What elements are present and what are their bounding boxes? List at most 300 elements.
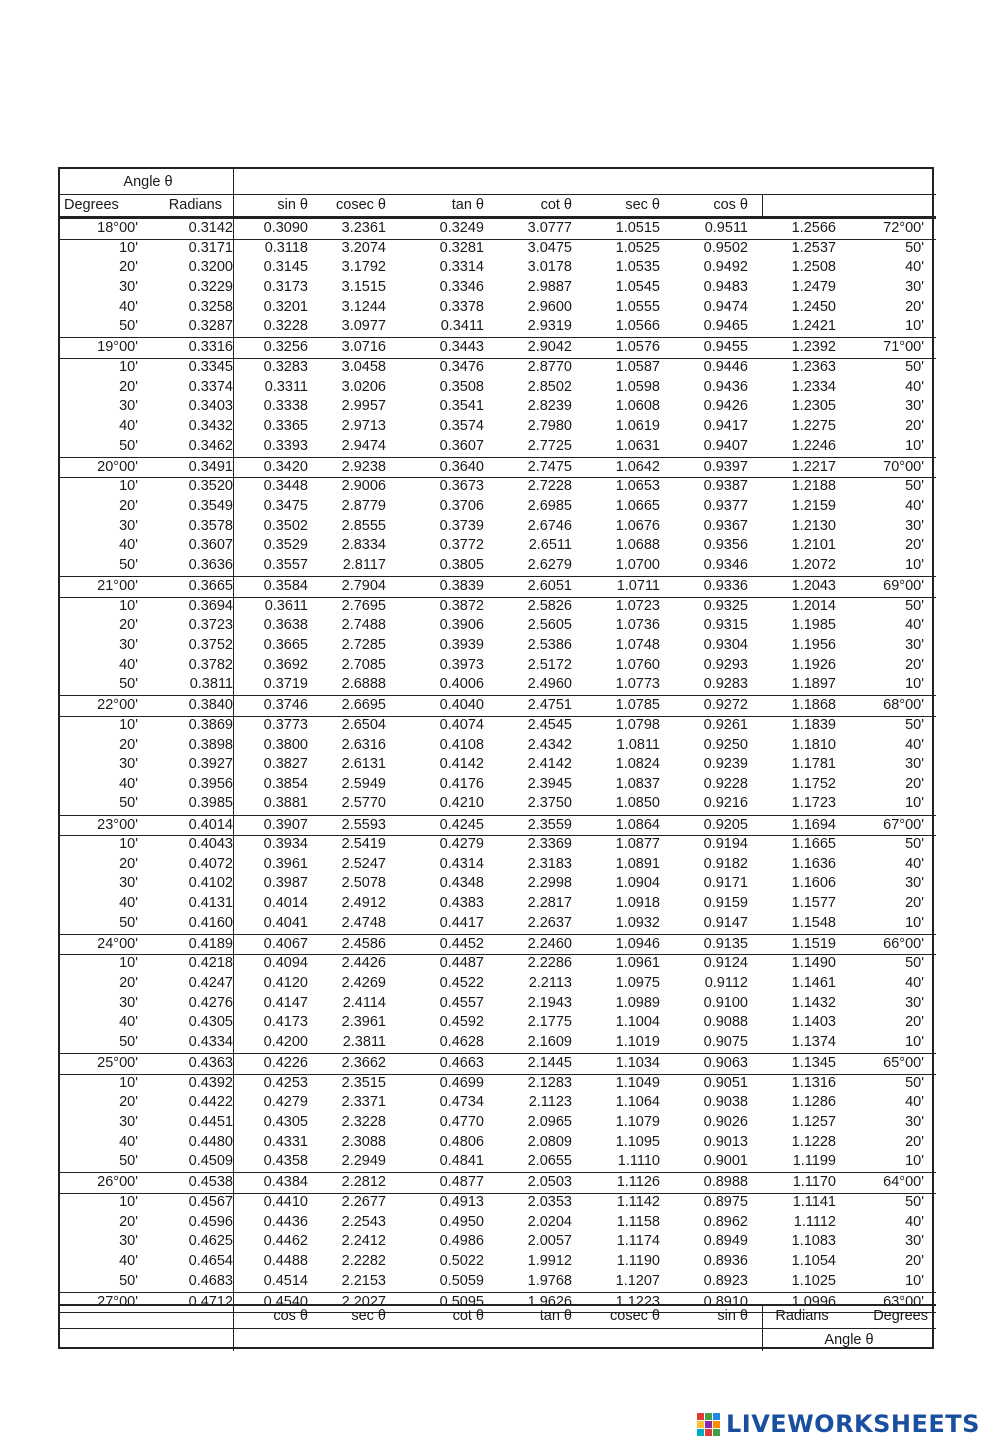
cosec-cell: 3.0977 [341, 318, 386, 335]
degrees-cell: 30' [119, 1114, 138, 1131]
cos-cell: 0.9228 [703, 775, 748, 792]
degrees-compl-cell: 40' [905, 378, 924, 395]
cosec-cell: 2.3515 [341, 1074, 386, 1091]
cos-cell: 0.9346 [703, 556, 748, 573]
degrees-cell: 40' [119, 1014, 138, 1031]
tan-cell: 0.3443 [439, 339, 484, 356]
degrees-cell: 40' [119, 1253, 138, 1269]
radians-footer: Radians [775, 1308, 829, 1324]
degrees-cell: 50' [119, 676, 138, 693]
sec-cell: 1.0515 [615, 220, 660, 236]
degrees-compl-cell: 20' [905, 298, 924, 315]
cosec-cell: 2.5247 [341, 855, 386, 872]
cosec-cell: 3.0206 [341, 378, 386, 395]
tan-cell: 0.4040 [439, 697, 484, 714]
degrees-compl-cell: 72°00' [883, 220, 924, 236]
degrees-cell: 20°00' [97, 458, 138, 475]
degrees-compl-cell: 10' [905, 437, 924, 454]
sec-cell: 1.0891 [615, 855, 660, 872]
tan-cell: 0.4628 [439, 1034, 484, 1051]
cosec-cell: 2.3088 [341, 1133, 386, 1150]
cos-cell: 0.9407 [703, 437, 748, 454]
angle-header-label: Angle θ [123, 174, 173, 190]
sec-cell: 1.0545 [615, 278, 660, 295]
footer-top-rule [60, 1304, 936, 1306]
radians-compl-cell: 1.2479 [791, 278, 836, 295]
degrees-cell: 10' [119, 955, 138, 972]
radians-compl-cell: 1.1228 [791, 1133, 836, 1150]
radians-compl-cell: 1.2043 [791, 577, 836, 594]
cosec-cell: 2.5419 [341, 836, 386, 853]
sin-cell: 0.3475 [263, 497, 308, 514]
sin-cell: 0.4253 [263, 1074, 308, 1091]
degrees-cell: 40' [119, 775, 138, 792]
cos-cell: 0.9436 [703, 378, 748, 395]
cot-cell: 2.8239 [527, 398, 572, 415]
group-divider [60, 934, 936, 935]
radians-cell: 0.4625 [188, 1233, 233, 1250]
tan-cell: 0.3906 [439, 617, 484, 634]
sec-footer: sec θ [351, 1308, 386, 1324]
cos-cell: 0.9135 [703, 935, 748, 952]
tan-cell: 0.3574 [439, 417, 484, 434]
cot-cell: 1.9626 [527, 1293, 572, 1310]
degrees-compl-cell: 40' [905, 617, 924, 634]
radians-compl-cell: 1.1170 [792, 1174, 836, 1191]
cosec-cell: 2.9006 [341, 478, 386, 495]
cot-cell: 2.5172 [527, 656, 572, 673]
cot-cell: 2.6746 [527, 517, 572, 534]
radians-compl-cell: 1.1839 [791, 716, 836, 733]
degrees-compl-cell: 20' [905, 1014, 924, 1031]
cosec-cell: 2.9238 [341, 458, 386, 475]
sec-cell: 1.1004 [615, 1014, 660, 1031]
tan-cell: 0.3805 [439, 556, 484, 573]
cosec-cell: 2.2543 [341, 1213, 386, 1230]
cos-cell: 0.9147 [703, 914, 748, 931]
group-divider [60, 218, 936, 219]
degrees-cell: 30' [119, 875, 138, 892]
tan-cell: 0.3739 [439, 517, 484, 534]
sin-cell: 0.3420 [263, 458, 308, 475]
cos-cell: 0.8962 [703, 1213, 748, 1230]
cosec-cell: 2.4748 [341, 914, 386, 931]
degrees-cell: 30' [119, 1233, 138, 1250]
degrees-compl-cell: 50' [905, 239, 924, 256]
radians-compl-cell: 1.1985 [791, 617, 836, 634]
tan-cell: 0.3378 [439, 298, 484, 315]
cos-cell: 0.9171 [703, 875, 748, 892]
cosec-cell: 2.2282 [341, 1253, 386, 1269]
radians-cell: 0.4712 [188, 1293, 233, 1310]
degrees-cell: 40' [119, 656, 138, 673]
radians-cell: 0.4189 [188, 935, 233, 952]
degrees-cell: 10' [119, 597, 138, 614]
radians-compl-cell: 1.2014 [791, 597, 836, 614]
cosec-cell: 2.5593 [341, 816, 386, 833]
radians-cell: 0.4305 [188, 1014, 233, 1031]
cot-cell: 2.0204 [527, 1213, 572, 1230]
degrees-cell: 10' [119, 358, 138, 375]
tan-cell: 0.5059 [439, 1272, 484, 1289]
radians-cell: 0.4451 [188, 1114, 233, 1131]
sin-cell: 0.3145 [263, 259, 308, 276]
sin-cell: 0.4305 [263, 1114, 308, 1131]
degrees-compl-cell: 30' [905, 994, 924, 1011]
cosec-cell: 2.2949 [341, 1153, 386, 1170]
cosec-cell: 2.7904 [341, 577, 386, 594]
degrees-cell: 10' [119, 836, 138, 853]
sin-cell: 0.4200 [263, 1034, 308, 1051]
degrees-cell: 21°00' [97, 577, 138, 594]
cosec-cell: 2.2027 [341, 1293, 386, 1310]
cos-cell: 0.9446 [703, 358, 748, 375]
degrees-cell: 24°00' [97, 935, 138, 952]
logo-block [697, 1421, 704, 1428]
cot-header: cot θ [540, 197, 572, 213]
cos-cell: 0.9112 [704, 975, 748, 992]
cosec-cell: 2.4586 [341, 935, 386, 952]
cosec-cell: 2.6888 [341, 676, 386, 693]
degrees-cell: 50' [119, 556, 138, 573]
sec-cell: 1.0748 [615, 636, 660, 653]
cosec-cell: 2.4912 [341, 895, 386, 912]
cos-cell: 0.9387 [703, 478, 748, 495]
cot-cell: 2.3369 [527, 836, 572, 853]
tan-cell: 0.4734 [439, 1094, 484, 1111]
sin-cell: 0.3529 [263, 537, 308, 554]
degrees-compl-cell: 40' [905, 1213, 924, 1230]
sin-header: sin θ [277, 197, 308, 213]
radians-cell: 0.3752 [188, 636, 233, 653]
sec-cell: 1.0587 [615, 358, 660, 375]
tan-cell: 0.3281 [439, 239, 484, 256]
cot-cell: 2.0809 [527, 1133, 572, 1150]
cot-cell: 2.7475 [527, 458, 572, 475]
degrees-compl-cell: 20' [905, 775, 924, 792]
cosec-cell: 3.1244 [341, 298, 386, 315]
degrees-compl-cell: 63°00' [883, 1293, 924, 1310]
cos-cell: 0.9377 [703, 497, 748, 514]
radians-cell: 0.4480 [188, 1133, 233, 1150]
cosec-cell: 3.2361 [341, 220, 386, 236]
radians-cell: 0.4538 [188, 1174, 233, 1191]
degrees-cell: 10' [119, 1194, 138, 1211]
degrees-cell: 40' [119, 537, 138, 554]
cot-cell: 2.8770 [527, 358, 572, 375]
cot-cell: 3.0178 [527, 259, 572, 276]
tan-cell: 0.4383 [439, 895, 484, 912]
degrees-footer: Degrees [873, 1308, 928, 1324]
sin-cell: 0.4358 [263, 1153, 308, 1170]
sec-cell: 1.1190 [616, 1253, 660, 1269]
sec-cell: 1.0566 [615, 318, 660, 335]
logo-blocks-icon [697, 1413, 720, 1436]
degrees-compl-cell: 30' [905, 278, 924, 295]
tan-cell: 0.4279 [439, 836, 484, 853]
radians-compl-cell: 1.1665 [791, 836, 836, 853]
cos-cell: 0.9325 [703, 597, 748, 614]
cos-cell: 0.9026 [703, 1114, 748, 1131]
radians-cell: 0.4567 [188, 1194, 233, 1211]
trig-table [58, 167, 934, 1349]
cos-cell: 0.9100 [703, 994, 748, 1011]
sin-cell: 0.3961 [263, 855, 308, 872]
radians-cell: 0.3316 [188, 339, 233, 356]
radians-cell: 0.3665 [188, 577, 233, 594]
degrees-cell: 26°00' [97, 1174, 138, 1191]
cosec-cell: 2.6131 [341, 756, 386, 773]
radians-compl-cell: 1.1112 [793, 1213, 836, 1230]
sec-cell: 1.1034 [615, 1055, 660, 1072]
degrees-cell: 10' [119, 1074, 138, 1091]
sin-cell: 0.3393 [263, 437, 308, 454]
sin-cell: 0.4540 [263, 1293, 308, 1310]
cos-cell: 0.9038 [703, 1094, 748, 1111]
cot-cell: 2.0057 [527, 1233, 572, 1250]
radians-header: Radians [168, 197, 222, 213]
column-divider [233, 169, 234, 1351]
radians-cell: 0.4363 [188, 1055, 233, 1072]
sec-cell: 1.0665 [615, 497, 660, 514]
cos-header: cos θ [713, 197, 748, 213]
sin-cell: 0.4514 [263, 1272, 308, 1289]
degrees-cell: 30' [119, 636, 138, 653]
radians-cell: 0.3462 [188, 437, 233, 454]
cos-cell: 0.9492 [703, 259, 748, 276]
radians-compl-cell: 1.1083 [791, 1233, 836, 1250]
tan-cell: 0.3346 [439, 278, 484, 295]
radians-compl-cell: 1.2159 [791, 497, 836, 514]
cos-cell: 0.9001 [703, 1153, 748, 1170]
radians-compl-cell: 1.1316 [791, 1074, 836, 1091]
radians-cell: 0.3171 [188, 239, 233, 256]
degrees-compl-cell: 40' [905, 855, 924, 872]
sec-cell: 1.1126 [616, 1174, 660, 1191]
tan-cell: 0.4245 [439, 816, 484, 833]
sin-cell: 0.4462 [263, 1233, 308, 1250]
sec-cell: 1.0918 [615, 895, 660, 912]
cos-cell: 0.9315 [703, 617, 748, 634]
cosec-cell: 2.8117 [342, 556, 386, 573]
group-divider [60, 1172, 936, 1173]
tan-cell: 0.3476 [439, 358, 484, 375]
tan-cell: 0.3314 [439, 259, 484, 276]
radians-compl-cell: 1.1490 [791, 955, 836, 972]
sec-cell: 1.0642 [615, 458, 660, 475]
radians-cell: 0.3840 [188, 697, 233, 714]
sec-cell: 1.0850 [615, 795, 660, 812]
tan-cell: 0.5022 [439, 1253, 484, 1269]
tan-cell: 0.3772 [439, 537, 484, 554]
column-divider [762, 194, 763, 216]
sin-cell: 0.3256 [263, 339, 308, 356]
tan-cell: 0.4699 [439, 1074, 484, 1091]
cos-cell: 0.8910 [703, 1293, 748, 1310]
radians-cell: 0.3956 [188, 775, 233, 792]
degrees-cell: 40' [119, 895, 138, 912]
cot-cell: 2.2460 [527, 935, 572, 952]
radians-cell: 0.4654 [188, 1253, 233, 1269]
sec-cell: 1.0837 [615, 775, 660, 792]
cot-cell: 2.6985 [527, 497, 572, 514]
degrees-header: Degrees [64, 197, 119, 213]
radians-compl-cell: 1.2421 [791, 318, 836, 335]
degrees-compl-cell: 20' [905, 1133, 924, 1150]
sec-cell: 1.0864 [615, 816, 660, 833]
radians-cell: 0.3491 [188, 458, 233, 475]
degrees-compl-cell: 67°00' [883, 816, 924, 833]
cos-cell: 0.9182 [703, 855, 748, 872]
radians-compl-cell: 1.1868 [791, 697, 836, 714]
cosec-cell: 2.2412 [341, 1233, 386, 1250]
logo-block [713, 1413, 720, 1420]
radians-compl-cell: 1.1374 [791, 1034, 836, 1051]
cot-cell: 2.0965 [527, 1114, 572, 1131]
radians-compl-cell: 1.2392 [791, 339, 836, 356]
cosec-cell: 3.2074 [341, 239, 386, 256]
cos-cell: 0.9465 [703, 318, 748, 335]
degrees-cell: 40' [119, 1133, 138, 1150]
cot-cell: 2.2998 [527, 875, 572, 892]
cosec-cell: 2.2812 [341, 1174, 386, 1191]
radians-cell: 0.3229 [188, 278, 233, 295]
degrees-compl-cell: 10' [905, 914, 924, 931]
sin-cell: 0.4488 [263, 1253, 308, 1269]
radians-compl-cell: 1.1752 [791, 775, 836, 792]
sin-cell: 0.3338 [263, 398, 308, 415]
group-divider [60, 1053, 936, 1054]
sec-cell: 1.0785 [615, 697, 660, 714]
radians-compl-cell: 1.1636 [791, 855, 836, 872]
sin-cell: 0.3773 [263, 716, 308, 733]
cos-cell: 0.9239 [703, 756, 748, 773]
sec-cell: 1.0619 [615, 417, 660, 434]
degrees-compl-cell: 40' [905, 975, 924, 992]
degrees-cell: 50' [119, 1272, 138, 1289]
degrees-compl-cell: 10' [905, 1153, 924, 1170]
radians-cell: 0.3374 [188, 378, 233, 395]
degrees-compl-cell: 20' [905, 656, 924, 673]
degrees-cell: 20' [119, 259, 138, 276]
sin-cell: 0.3311 [264, 378, 308, 395]
tan-cell: 0.4210 [439, 795, 484, 812]
cosec-cell: 2.7285 [341, 636, 386, 653]
degrees-cell: 50' [119, 437, 138, 454]
radians-cell: 0.4276 [188, 994, 233, 1011]
sin-cell: 0.4436 [263, 1213, 308, 1230]
cos-cell: 0.9397 [703, 458, 748, 475]
radians-compl-cell: 1.1694 [791, 816, 836, 833]
sin-cell: 0.4279 [263, 1094, 308, 1111]
footer-divider [60, 1328, 936, 1329]
header-divider [60, 194, 936, 195]
sin-cell: 0.4041 [263, 914, 308, 931]
sin-cell: 0.3987 [263, 875, 308, 892]
sec-cell: 1.0525 [615, 239, 660, 256]
cot-cell: 2.4751 [527, 697, 572, 714]
group-divider [60, 576, 936, 577]
degrees-compl-cell: 30' [905, 517, 924, 534]
cot-cell: 2.4545 [527, 716, 572, 733]
sec-cell: 1.1079 [615, 1114, 660, 1131]
tan-cell: 0.3607 [439, 437, 484, 454]
radians-cell: 0.4014 [188, 816, 233, 833]
cot-cell: 2.9042 [527, 339, 572, 356]
sin-cell: 0.4014 [263, 895, 308, 912]
cos-cell: 0.9261 [703, 716, 748, 733]
sec-cell: 1.0760 [615, 656, 660, 673]
sec-cell: 1.0723 [615, 597, 660, 614]
group-divider [60, 1292, 936, 1293]
degrees-cell: 30' [119, 994, 138, 1011]
cot-cell: 3.0475 [527, 239, 572, 256]
cosec-footer: cosec θ [610, 1308, 660, 1324]
radians-cell: 0.3287 [188, 318, 233, 335]
cos-cell: 0.9216 [703, 795, 748, 812]
sin-cell: 0.4094 [263, 955, 308, 972]
radians-compl-cell: 1.2072 [791, 556, 836, 573]
cot-cell: 2.2637 [527, 914, 572, 931]
cot-cell: 1.9768 [527, 1272, 572, 1289]
cos-cell: 0.9051 [703, 1074, 748, 1091]
cos-cell: 0.9511 [704, 220, 748, 236]
cosec-cell: 2.9713 [341, 417, 386, 434]
degrees-compl-cell: 40' [905, 736, 924, 753]
cot-cell: 2.4960 [527, 676, 572, 693]
cosec-cell: 2.8334 [341, 537, 386, 554]
radians-compl-cell: 1.1286 [791, 1094, 836, 1111]
tan-cell: 0.4592 [439, 1014, 484, 1031]
degrees-cell: 50' [119, 914, 138, 931]
radians-cell: 0.3142 [188, 220, 233, 236]
sec-cell: 1.0824 [615, 756, 660, 773]
radians-cell: 0.3694 [188, 597, 233, 614]
cos-cell: 0.9205 [703, 816, 748, 833]
sin-cell: 0.3934 [263, 836, 308, 853]
degrees-compl-cell: 10' [905, 676, 924, 693]
logo-block [705, 1421, 712, 1428]
radians-compl-cell: 1.1548 [791, 914, 836, 931]
cos-cell: 0.9124 [703, 955, 748, 972]
radians-cell: 0.4596 [188, 1213, 233, 1230]
sec-cell: 1.0736 [615, 617, 660, 634]
tan-cell: 0.3872 [439, 597, 484, 614]
cot-cell: 2.4142 [527, 756, 572, 773]
degrees-cell: 20' [119, 378, 138, 395]
sec-cell: 1.0676 [615, 517, 660, 534]
radians-compl-cell: 1.2101 [791, 537, 836, 554]
radians-cell: 0.3985 [188, 795, 233, 812]
sin-cell: 0.4173 [263, 1014, 308, 1031]
liveworksheets-logo [697, 1410, 980, 1438]
degrees-cell: 19°00' [97, 339, 138, 356]
logo-block [697, 1429, 704, 1436]
cosec-cell: 2.3811 [342, 1034, 386, 1051]
tan-cell: 0.3673 [439, 478, 484, 495]
degrees-cell: 20' [119, 1213, 138, 1230]
degrees-compl-cell: 50' [905, 1194, 924, 1211]
cos-cell: 0.9474 [703, 298, 748, 315]
degrees-cell: 20' [119, 736, 138, 753]
cosec-cell: 2.7488 [341, 617, 386, 634]
tan-cell: 0.4176 [439, 775, 484, 792]
radians-cell: 0.3723 [188, 617, 233, 634]
cot-cell: 2.6051 [527, 577, 572, 594]
degrees-cell: 27°00' [97, 1293, 138, 1310]
cosec-cell: 2.9957 [341, 398, 386, 415]
radians-compl-cell: 1.1257 [791, 1114, 836, 1131]
